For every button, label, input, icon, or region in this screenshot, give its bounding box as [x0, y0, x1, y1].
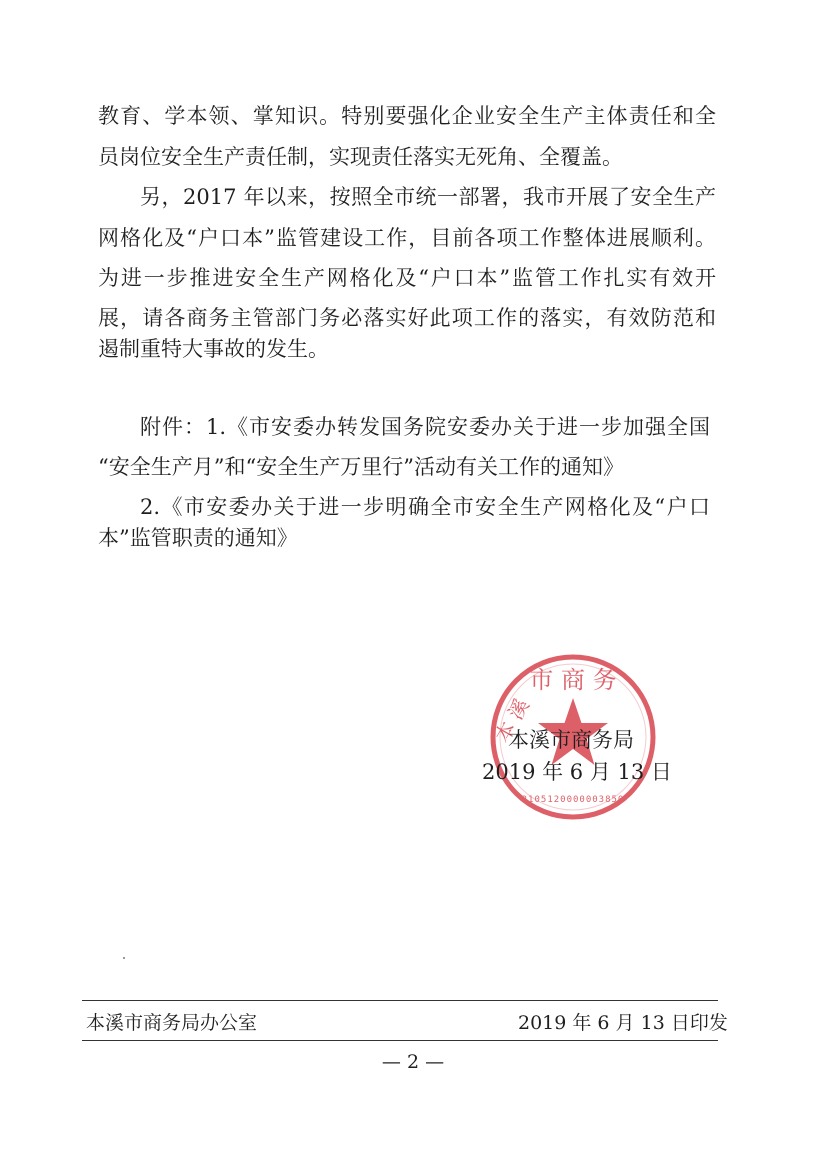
seal-code: 2105120000003850 [521, 795, 625, 805]
signing-organization: 本溪市商务局 [508, 728, 634, 752]
footer-bottom-rule [82, 1040, 718, 1041]
attachment-2-line-2: 本”监管职责的通知》 [98, 526, 298, 550]
paragraph-2-line-4: 展，请各商务主管部门务必落实好此项工作的落实，有效防范和 [98, 306, 716, 330]
page-number: — 2 — [381, 1051, 445, 1073]
attachment-1-line-2: “安全生产月”和“安全生产万里行”活动有关工作的通知》 [98, 455, 624, 479]
footer-issue-date: 2019 年 6 月 13 日印发 [518, 1012, 728, 1034]
footer-issuer: 本溪市商务局办公室 [86, 1012, 258, 1034]
paragraph-2-line-1: 另，2017 年以来，按照全市统一部署，我市开展了安全生产 [140, 185, 716, 209]
paragraph-1-line-1: 教育、学本领、掌知识。特别要强化企业安全生产主体责任和全 [98, 104, 716, 128]
paragraph-2-line-5: 遏制重特大事故的发生。 [98, 337, 329, 361]
attachment-1-line-1: 附件：1.《市安委办转发国务院安委办关于进一步加强全国 [140, 415, 710, 439]
paragraph-2-line-2: 网格化及“户口本”监管建设工作，目前各项工作整体进展顺利。 [98, 226, 716, 250]
attachment-2-line-1: 2.《市安委办关于进一步明确全市安全生产网格化及“户口 [140, 495, 710, 519]
paragraph-1-line-2: 员岗位安全生产责任制，实现责任落实无死角、全覆盖。 [98, 145, 623, 169]
signing-date: 2019 年 6 月 13 日 [482, 760, 672, 784]
paragraph-2-line-3: 为进一步推进安全生产网格化及“户口本”监管工作扎实有效开 [98, 266, 716, 290]
seal-top-text: 市 商 务 [529, 666, 617, 694]
footer-top-rule [82, 1000, 718, 1001]
seal-left-text: 本 溪 [489, 694, 534, 747]
scan-speck [123, 957, 125, 959]
